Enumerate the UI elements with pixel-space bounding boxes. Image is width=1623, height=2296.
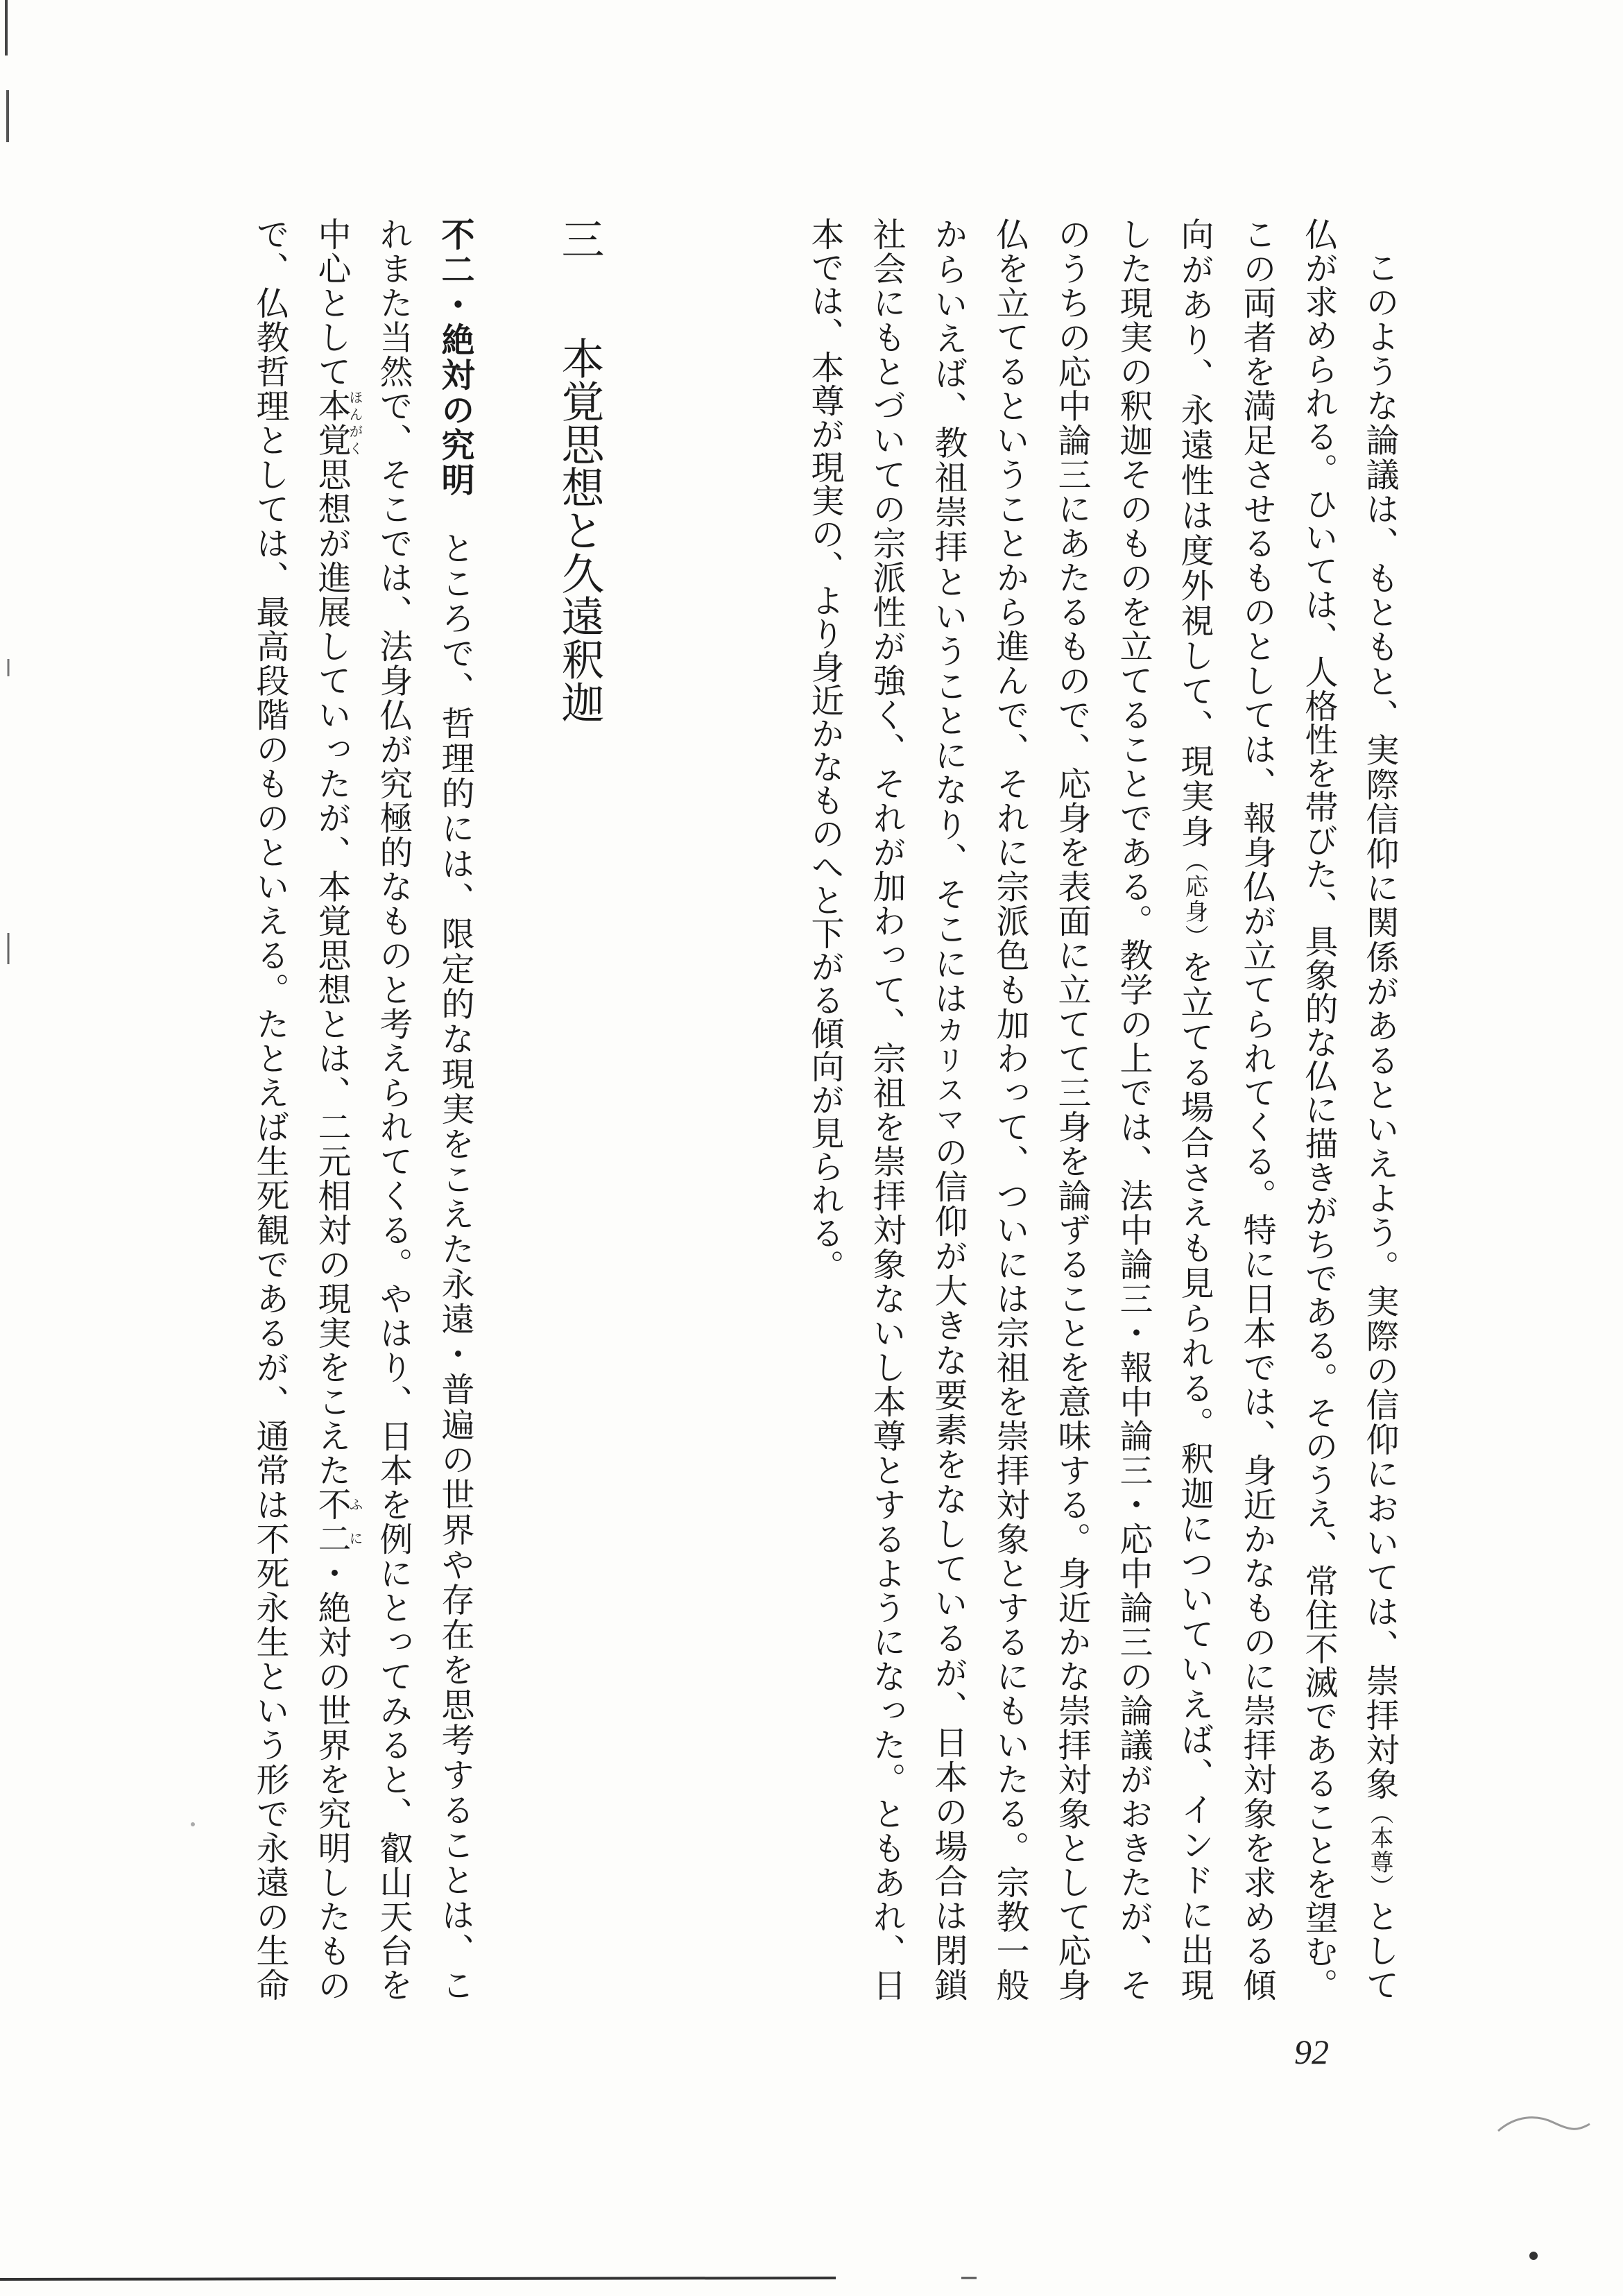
text-run: ところで、哲理的には、限定的な現実をこえた永遠・普遍の世界や存在を思考することは、こ: [436, 531, 474, 2002]
text-line-13: [300, 217, 362, 2001]
ruby-hongaku: [312, 388, 363, 458]
text-line-6: のうちの応中論三にあたるもので、応身を表面に立てて三身を論ずることを意味する。身近かな崇拝対象として応身: [1052, 217, 1091, 2001]
section-number: 三: [554, 217, 605, 260]
run-in-heading: 不二・絶対の究明: [436, 217, 474, 498]
text-line-10: 本では、本尊が現実の、より身近かなものへと下がる傾向が見られる。: [805, 217, 844, 1283]
text-line-7: 仏を立てるということから進んで、それに宗派色も加わって、ついには宗祖を崇拝対象とするにもいたる。宗教一般: [990, 217, 1029, 2001]
section-heading: [549, 217, 610, 911]
ruby-funi: [312, 1487, 363, 1557]
text-run: を立てる場合さえも見られる。釈迦についていえば、インドに出現: [1175, 950, 1214, 2001]
ruby-base: 不二: [312, 1487, 351, 1557]
ruby-base: 本覚: [312, 388, 351, 458]
text-line-9: 社会にもとづいての宗派性が強く、それが加わって、宗祖を崇拝対象ないし本尊とするようになった。ともあれ、日: [867, 217, 906, 2001]
text-run: 思想が進展していったが、本覚思想とは、二元相対の現実をこえた: [312, 457, 351, 1488]
scan-speck: [191, 1822, 195, 1826]
scan-bottom-rule: [0, 2278, 836, 2279]
text-run: からいえば、教祖崇拝ということになり、そこには: [929, 217, 968, 1016]
text-line-14: で、仏教哲理としては、最高段階のものといえる。たとえば生死観であるが、通常は不死永生という形で永遠の生命: [250, 217, 289, 2001]
text-line-4: [1164, 217, 1226, 2001]
text-line-2: 仏が求められる。ひいては、人格性を帯びた、具象的な仏に描きがちである。そのうえ、常住不滅であることを望む。: [1299, 217, 1338, 2001]
text-run: の信仰が大きな要素をなしているが、日本の場合は閉鎖: [929, 1134, 968, 2002]
text-line-11: [424, 217, 486, 2001]
scan-squiggle: [1498, 2118, 1590, 2131]
page-number: 92: [1294, 2032, 1329, 2071]
parenthetical-note: （本尊）: [1366, 1801, 1393, 1899]
text-run: として: [1360, 1899, 1399, 2001]
parenthetical-note: （応身）: [1181, 849, 1208, 950]
paragraph-1: [793, 217, 1411, 2001]
text-line-12: れまた当然で、そこでは、法身仏が究極的なものと考えられてくる。やはり、日本を例にとってみると、叡山天台を: [374, 217, 413, 2002]
text-line-1: [1349, 217, 1411, 2001]
text-line-5: した現実の釈迦そのものを立てることである。教学の上では、法中論三・報中論三・応中論三の論議がおきたが、そ: [1114, 217, 1153, 2001]
text-line-8: [917, 217, 979, 2001]
text-run: このような論議は、もともと、実際信仰に関係があるといえよう。実際の信仰においては、崇拝対象: [1360, 250, 1399, 1801]
paragraph-2: [239, 217, 486, 2001]
ruby-reading: ふに: [347, 1487, 363, 1555]
scan-dot: [1529, 2252, 1538, 2260]
katakana-term: カリスマ: [931, 1016, 965, 1135]
text-run: ・絶対の世界を究明したもの: [312, 1556, 351, 2002]
text-run: 中心として: [312, 217, 351, 389]
section-title: 本覚思想と久遠釈迦: [554, 336, 605, 723]
text-line-3: この両者を満足させるものとしては、報身仏が立てられてくる。特に日本では、身近かなものに崇拝対象を求める傾: [1237, 217, 1276, 2002]
ruby-reading: ほんがく: [347, 388, 363, 456]
text-run: 向があり、永遠性は度外視して、現実身: [1175, 217, 1214, 850]
